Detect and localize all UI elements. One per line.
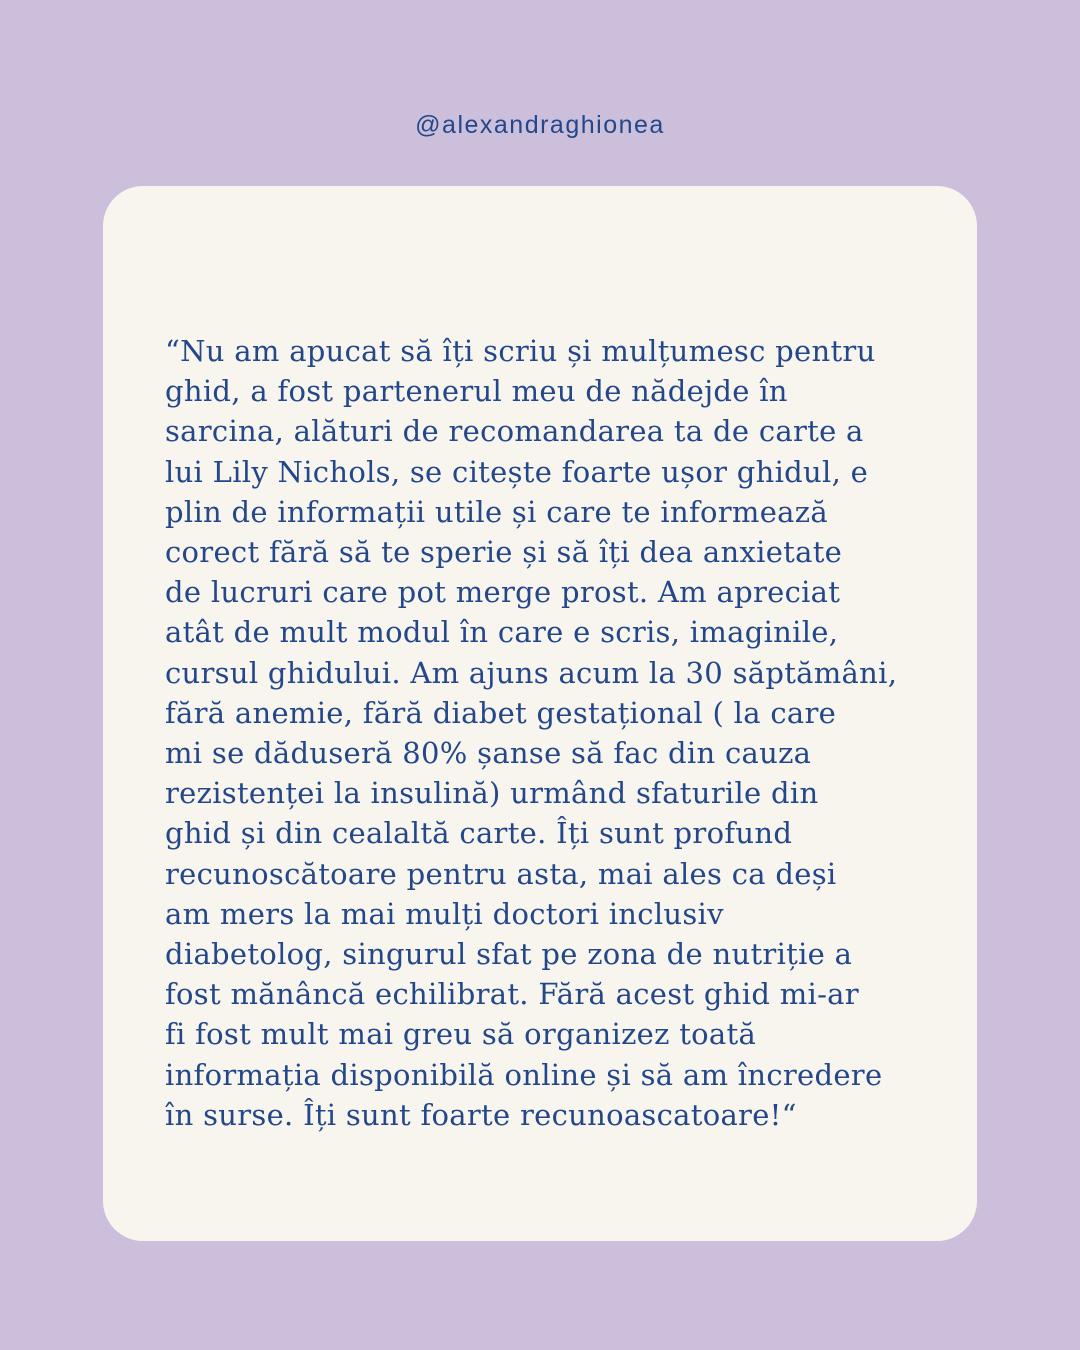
quote-line: diabetolog, singurul sfat pe zona de nutriție a: [165, 937, 853, 972]
quote-line: cursul ghidului. Am ajuns acum la 30 săptămâni,: [165, 655, 898, 690]
quote-line: de lucruri care pot merge prost. Am apreciat: [165, 575, 841, 610]
quote-line: fost mănâncă echilibrat. Fără acest ghid mi-ar: [165, 977, 859, 1012]
quote-line: sarcina, alături de recomandarea ta de carte a: [165, 414, 864, 449]
quote-line: plin de informații utile și care te informează: [165, 494, 828, 529]
quote-line: corect fără să te sperie și să îți dea anxietate: [165, 535, 843, 570]
quote-line: “Nu am apucat să îți scriu și mulțumesc pentru: [165, 334, 876, 368]
quote-line: lui Lily Nichols, se citește foarte ușor ghidul, e: [165, 454, 869, 489]
quote-line: în surse. Îți sunt foarte recunoascatoare!“: [165, 1097, 797, 1132]
quote-line: atât de mult modul în care e scris, imaginile,: [165, 615, 839, 650]
quote-line: mi se dăduseră 80% șanse să fac din cauza: [165, 736, 812, 771]
quote-line: am mers la mai mulți doctori inclusiv: [165, 896, 724, 931]
testimonial-quote: [165, 331, 935, 1135]
quote-line: ghid, a fost partenerul meu de nădejde în: [165, 374, 788, 409]
quote-line: informația disponibilă online și să am încredere: [165, 1057, 883, 1092]
quote-line: ghid și din cealaltă carte. Îți sunt profund: [165, 816, 793, 851]
quote-line: fi fost mult mai greu să organizez toată: [165, 1017, 757, 1052]
author-handle: @alexandraghionea: [415, 111, 665, 139]
testimonial-card: [103, 186, 977, 1241]
quote-line: recunoscătoare pentru asta, mai ales ca deși: [165, 856, 837, 891]
quote-line: rezistenței la insulină) urmând sfaturile din: [165, 776, 819, 811]
quote-line: fără anemie, fără diabet gestațional ( la care: [165, 695, 837, 730]
